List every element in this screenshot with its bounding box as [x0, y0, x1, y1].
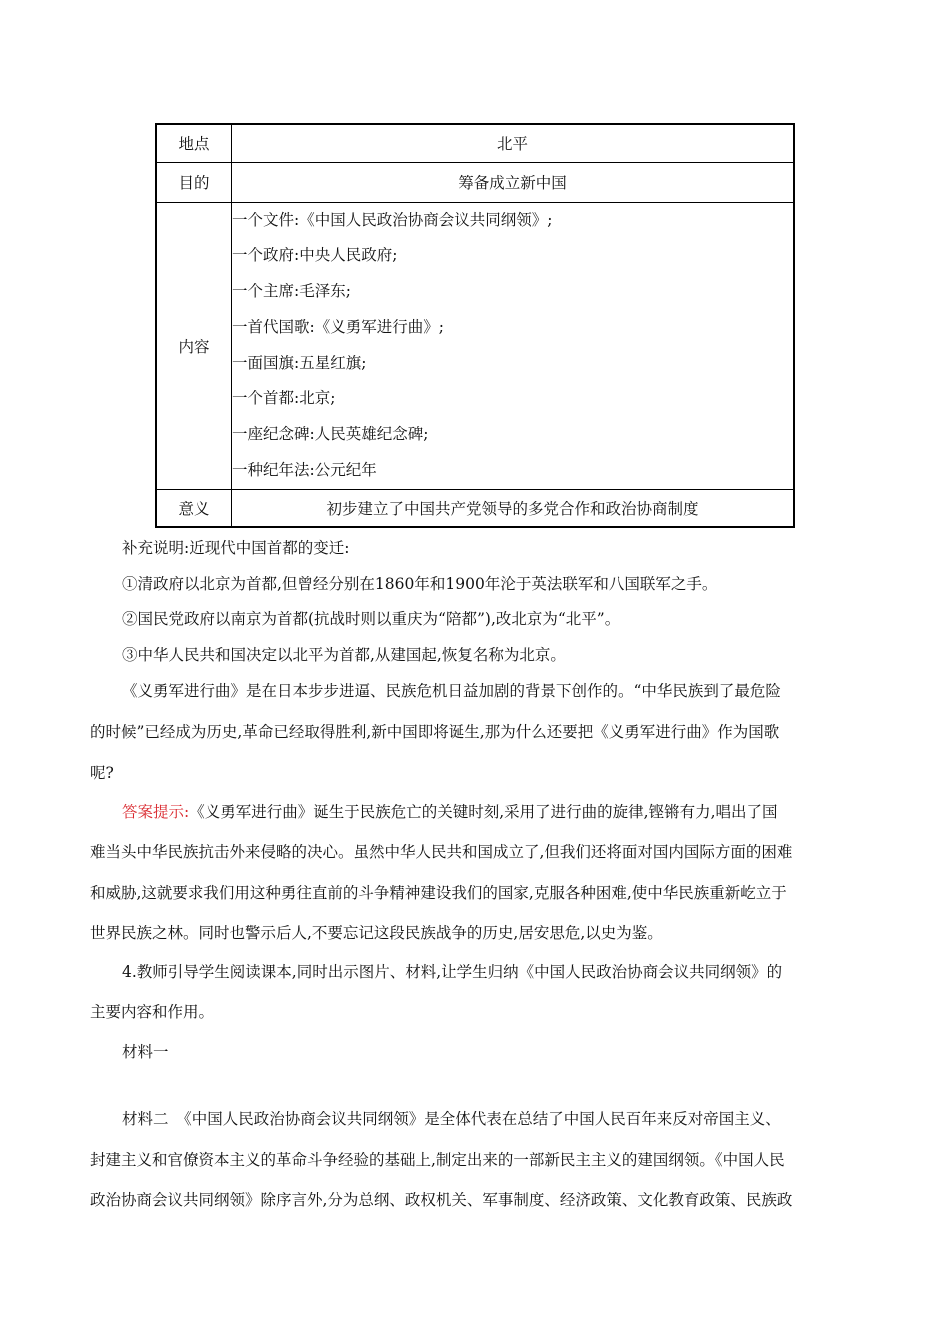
- row-value: 筹备成立新中国: [232, 162, 795, 202]
- supplement-point: ①清政府以北京为首都,但曾经分别在1860年和1900年沦于英法联军和八国联军之手。: [122, 575, 718, 593]
- supplement-point: ②国民党政府以南京为首都(抗战时则以重庆为“陪都”),改北京为“北平”。: [122, 610, 621, 628]
- row-value: 北平: [232, 124, 795, 162]
- list-item: 一面国旗:五星红旗;: [232, 353, 367, 372]
- answer-label: 答案提示:: [122, 803, 190, 821]
- material2-line: 封建主义和官僚资本主义的革命斗争经验的基础上,制定出来的一部新民主主义的建国纲领。《中国人民: [90, 1151, 785, 1169]
- row-label: 内容: [156, 202, 232, 489]
- material2-line: 政治协商会议共同纲领》除序言外,分为总纲、政权机关、军事制度、经济政策、文化教育政策、民族政: [90, 1191, 793, 1209]
- answer-first-line: [122, 800, 778, 822]
- supplement-point: ③中华人民共和国决定以北平为首都,从建国起,恢复名称为北京。: [122, 646, 566, 664]
- section4-line: 4.教师引导学生阅读课本,同时出示图片、材料,让学生归纳《中国人民政治协商会议共同纲领》的: [122, 963, 783, 981]
- list-item: 一种纪年法:公元纪年: [232, 461, 377, 480]
- table-row: [156, 202, 794, 489]
- congress-info-table: [155, 123, 795, 528]
- row-label: 意义: [156, 489, 232, 527]
- table-row: [156, 124, 794, 162]
- question-line: 的时候”已经成为历史,革命已经取得胜利,新中国即将诞生,那为什么还要把《义勇军进行曲》作为国歌: [90, 723, 780, 741]
- table-row: [156, 162, 794, 202]
- material2-line: 材料二 《中国人民政治协商会议共同纲领》是全体代表在总结了中国人民百年来反对帝国主义、: [122, 1110, 781, 1128]
- list-item: 一首代国歌:《义勇军进行曲》;: [232, 317, 444, 336]
- question-line: 呢?: [90, 764, 114, 782]
- answer-text: 《义勇军进行曲》诞生于民族危亡的关键时刻,采用了进行曲的旋律,铿锵有力,唱出了国: [189, 803, 778, 821]
- list-item: 一个主席:毛泽东;: [232, 282, 351, 301]
- row-value: 初步建立了中国共产党领导的多党合作和政治协商制度: [232, 489, 795, 527]
- answer-line: 世界民族之林。同时也警示后人,不要忘记这段民族战争的历史,居安思危,以史为鉴。: [90, 924, 663, 942]
- list-item: 一个政府:中央人民政府;: [232, 246, 398, 265]
- answer-line: 难当头中华民族抗击外来侵略的决心。虽然中华人民共和国成立了,但我们还将面对国内国际方面的困难: [90, 843, 793, 861]
- list-item: 一个文件:《中国人民政治协商会议共同纲领》;: [232, 210, 553, 229]
- supplement-title: 补充说明:近现代中国首都的变迁:: [122, 539, 350, 557]
- material1-label: 材料一: [122, 1043, 169, 1061]
- table-row: [156, 489, 794, 527]
- answer-line: 和威胁,这就要求我们用这种勇往直前的斗争精神建设我们的国家,克服各种困难,使中华民族重新屹立于: [90, 884, 787, 902]
- row-label: 目的: [156, 162, 232, 202]
- list-item: 一个首都:北京;: [232, 389, 336, 408]
- question-line: 《义勇军进行曲》是在日本步步进逼、民族危机日益加剧的背景下创作的。“中华民族到了最危险: [122, 682, 781, 700]
- section4-line: 主要内容和作用。: [90, 1003, 215, 1021]
- list-item: 一座纪念碑:人民英雄纪念碑;: [232, 425, 429, 444]
- row-label: 地点: [156, 124, 232, 162]
- contents-list: [232, 202, 795, 489]
